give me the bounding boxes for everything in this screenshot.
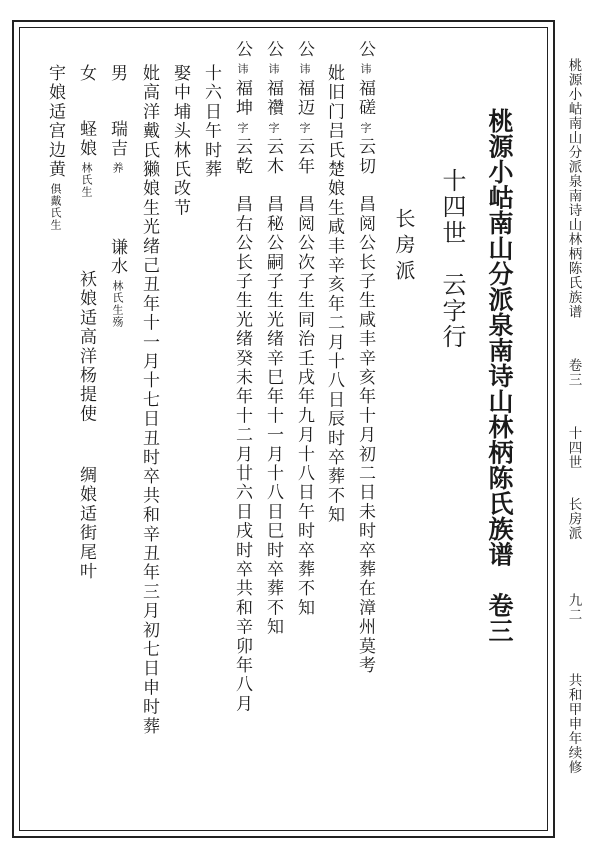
entry-column: [325, 64, 342, 525]
entry-column: [295, 40, 312, 618]
entry-column: [356, 40, 373, 675]
entry-note: 讳: [298, 63, 311, 76]
entry-prefix: 公: [355, 40, 375, 60]
entry-text: 妣高洋戴氏獭娘生光绪己丑年十一月十七日丑时卒共和辛丑年三月初七日申时葬: [139, 64, 159, 736]
entry-text: 妣旧门吕氏楚娘生咸丰辛亥年二月十八日辰时卒葬不知: [324, 64, 344, 525]
side-margin: [566, 58, 580, 838]
side-branch: 长房派: [565, 496, 582, 540]
entry-name: 福禶: [263, 79, 283, 118]
son-entry: [108, 120, 125, 174]
entry-text: 十六日午时葬: [201, 64, 221, 180]
side-volume: 卷三: [565, 358, 582, 387]
entry-note: 讳: [267, 63, 280, 76]
entry-text: 云木 昌秘公嗣子生光绪辛巳年十一月十八日巳时卒葬不知: [263, 137, 283, 637]
daughter-name: 宇娘适宫边黄: [45, 64, 65, 180]
son-note: 林氏生殇: [111, 280, 124, 329]
generation-line: 十四世 云字行: [438, 168, 466, 350]
side-page: 九二: [565, 593, 582, 622]
page-frame-inner: [19, 27, 548, 831]
daughter-entry: [46, 64, 63, 231]
entry-text: 娶中埔头林氏改节: [170, 64, 190, 218]
entry-name: 福迈: [294, 79, 314, 118]
entry-text: 云年 昌阅公次子生同治壬戌年九月十八日午时卒葬不知: [294, 137, 314, 618]
entry-column: [264, 40, 281, 637]
sons-label: 男: [107, 64, 127, 84]
daughter-note: 林氏生: [80, 162, 93, 199]
entry-note: 讳: [236, 63, 249, 76]
entry-column: [202, 64, 219, 179]
entry-note: 字: [236, 121, 249, 134]
entry-note: 字: [267, 121, 280, 134]
entry-name: 福磋: [355, 79, 375, 118]
daughter-name: 蛏娘: [76, 120, 96, 159]
entry-note: 讳: [359, 63, 372, 76]
entry-column: [171, 64, 188, 218]
branch-heading: 长房派: [392, 208, 416, 286]
entry-note: 字: [298, 121, 311, 134]
entry-prefix: 公: [232, 40, 252, 60]
entry-prefix: 公: [263, 40, 283, 60]
side-edition: 共和甲申年续修: [565, 673, 582, 775]
daughter-note: 俱戴氏生: [49, 183, 62, 232]
entry-text: 云切 昌阅公长子生咸丰辛亥年十月初二日未时卒葬在漳州莫考: [355, 137, 375, 676]
son-note: 养: [111, 162, 124, 175]
son-name: 瑞吉: [107, 120, 127, 159]
son-entry: [108, 238, 125, 328]
side-title: 桃源小岵南山分派泉南诗山林柄陈氏族谱: [565, 58, 582, 319]
daughter-entry: [77, 120, 94, 198]
daughters-label: 女: [76, 64, 96, 84]
entry-name: 福坤: [232, 79, 252, 118]
entry-column: [233, 40, 250, 714]
entry-note: 字: [359, 121, 372, 134]
entry-column: [140, 64, 157, 736]
daughter-entry: 袄娘适高洋杨提使: [76, 270, 96, 424]
entry-prefix: 公: [294, 40, 314, 60]
page-title: 桃源小岵南山分派泉南诗山林柄陈氏族谱 卷三: [485, 108, 514, 644]
entry-text: 云乾 昌右公长子生光绪癸未年十二月廿六日戌时卒共和辛卯年八月: [232, 137, 252, 714]
son-name: 谦水: [107, 238, 127, 277]
side-generation: 十四世: [565, 426, 582, 470]
daughter-entry: 绸娘适街尾叶: [76, 466, 96, 582]
